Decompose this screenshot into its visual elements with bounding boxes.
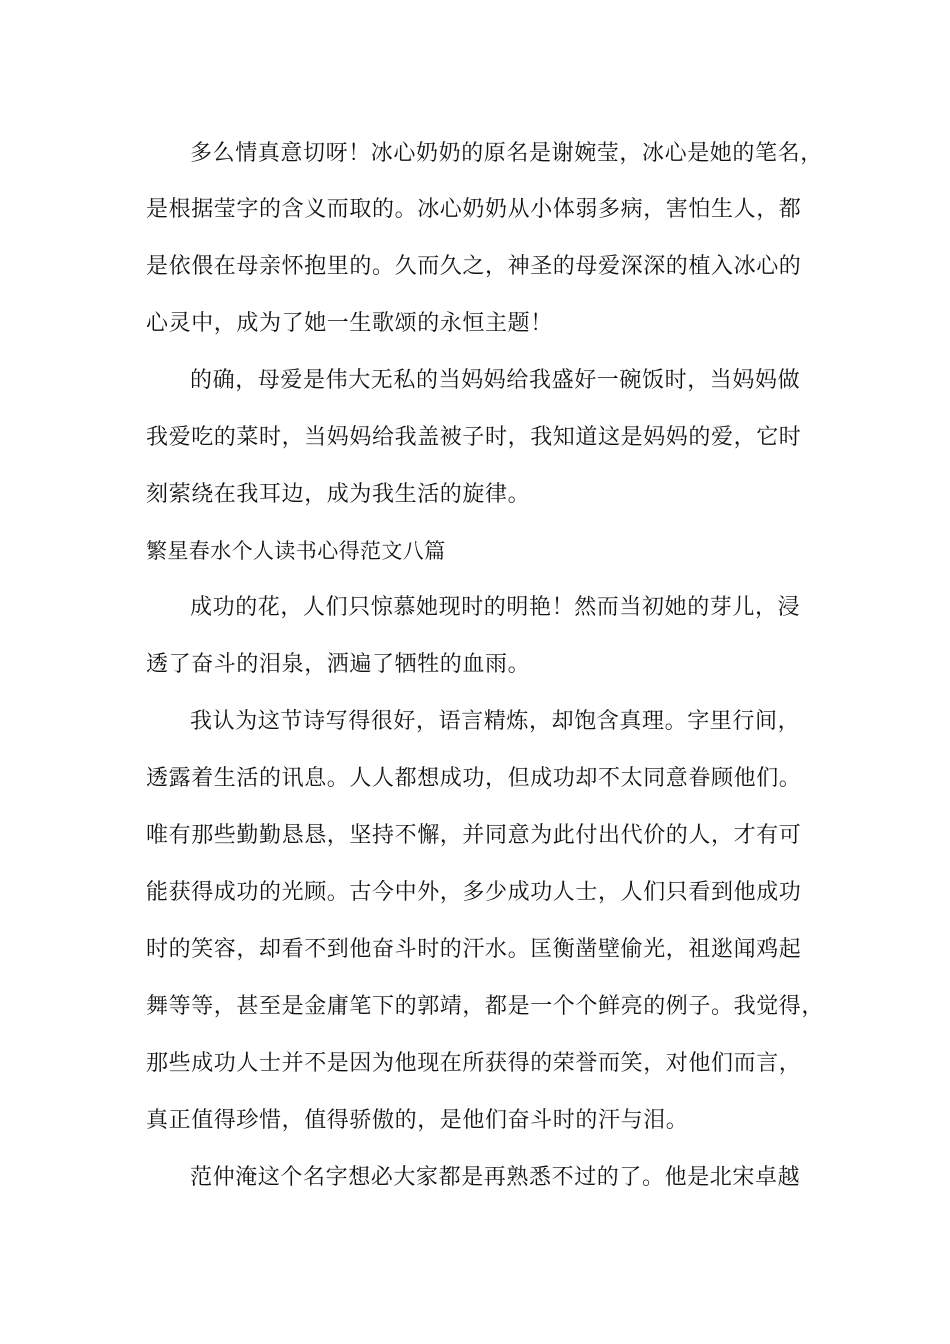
text-line: 是依偎在母亲怀抱里的。久而久之，神圣的母爱深深的植入冰心的 — [146, 254, 802, 279]
text-line: 我爱吃的菜时，当妈妈给我盖被子时，我知道这是妈妈的爱，它时 — [146, 425, 802, 450]
text-line: 那些成功人士并不是因为他现在所获得的荣誉而笑，对他们而言， — [146, 1051, 802, 1076]
text-line: 能获得成功的光顾。古今中外，多少成功人士，人们只看到他成功 — [146, 880, 802, 905]
text-line: 透了奋斗的泪泉，洒遍了牺牲的血雨。 — [146, 652, 531, 677]
text-line: 刻萦绕在我耳边，成为我生活的旋律。 — [146, 482, 531, 507]
text-line: 真正值得珍惜，值得骄傲的，是他们奋斗时的汗与泪。 — [146, 1108, 689, 1133]
text-line: 的确，母爱是伟大无私的当妈妈给我盛好一碗饭时，当妈妈做 — [190, 368, 801, 393]
text-line: 范仲淹这个名字想必大家都是再熟悉不过的了。他是北宋卓越 — [190, 1165, 801, 1190]
text-line: 我认为这节诗写得很好，语言精炼，却饱含真理。字里行间， — [190, 709, 801, 734]
text-line: 成功的花，人们只惊慕她现时的明艳！然而当初她的芽儿，浸 — [190, 595, 801, 620]
text-line: 时的笑容，却看不到他奋斗时的汗水。匡衡凿壁偷光，祖逖闻鸡起 — [146, 937, 802, 962]
section-heading: 繁星春水个人读书心得范文八篇 — [146, 539, 446, 563]
text-line: 心灵中，成为了她一生歌颂的永恒主题！ — [146, 311, 553, 336]
text-line: 透露着生活的讯息。人人都想成功，但成功却不太同意眷顾他们。 — [146, 766, 802, 791]
text-line: 是根据莹字的含义而取的。冰心奶奶从小体弱多病，害怕生人，都 — [146, 197, 802, 222]
text-line: 多么情真意切呀！冰心奶奶的原名是谢婉莹，冰心是她的笔名， — [190, 141, 823, 166]
text-line: 舞等等，甚至是金庸笔下的郭靖，都是一个个鲜亮的例子。我觉得， — [146, 994, 825, 1019]
text-line: 唯有那些勤勤恳恳，坚持不懈，并同意为此付出代价的人，才有可 — [146, 823, 802, 848]
